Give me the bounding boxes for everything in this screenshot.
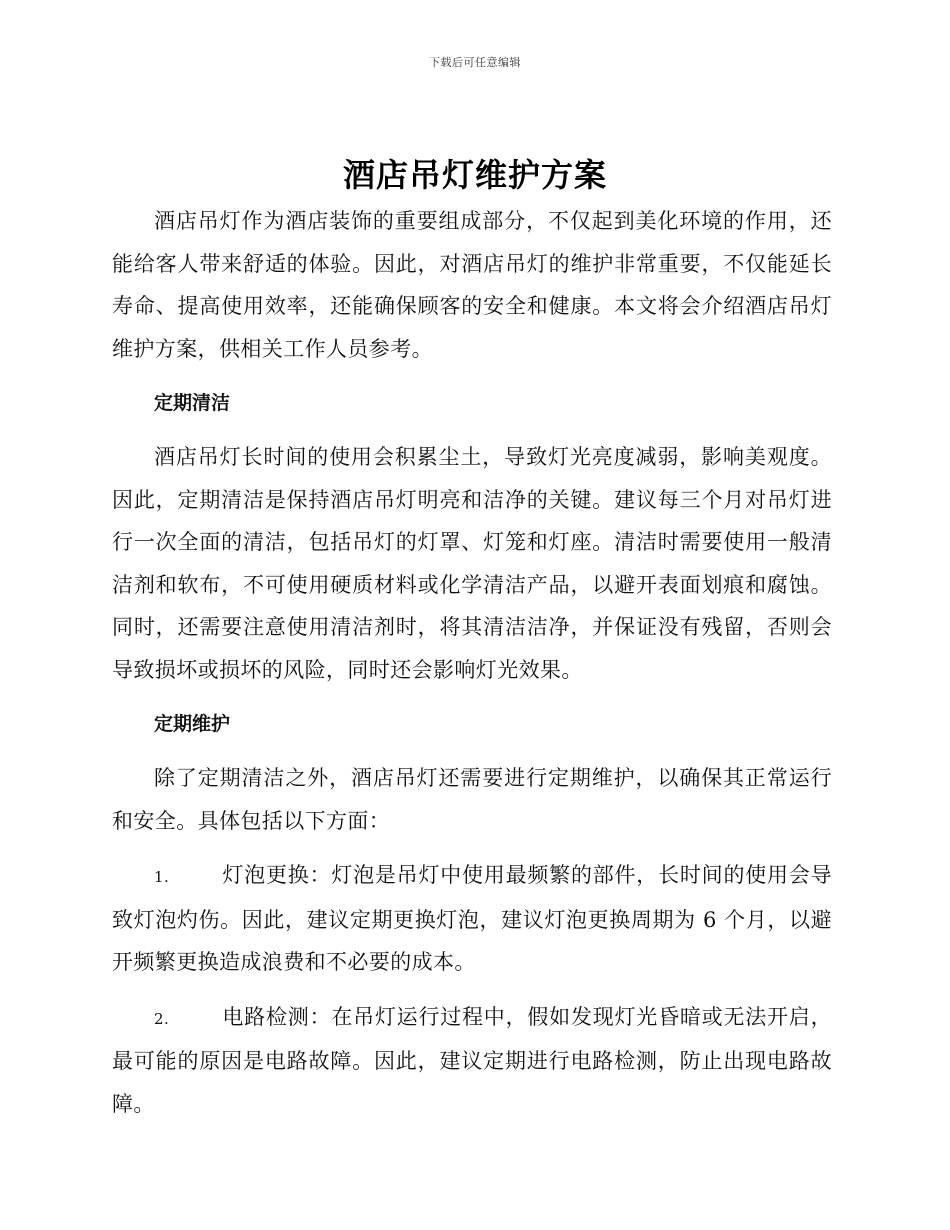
list-item-circuit-check [112,996,832,1126]
list-item-text: 灯泡更换：灯泡是吊灯中使用最频繁的部件，长时间的使用会导致灯泡灼伤。因此，建议定期更换灯泡，建议灯泡更换周期为 6 个月，以避开频繁更换造成浪费和不必要的成本。 [112,863,832,974]
section-paragraph-maintenance: 除了定期清洁之外，酒店吊灯还需要进行定期维护，以确保其正常运行和安全。具体包括以下方面： [112,766,832,833]
header-note: 下载后可任意编辑 [429,56,521,69]
list-item-text: 电路检测：在吊灯运行过程中，假如发现灯光昏暗或无法开启，最可能的原因是电路故障。因此，建议定期进行电路检测，防止出现电路故障。 [112,1004,832,1116]
list-number: 2. [154,1009,170,1028]
list-number: 1. [154,868,170,886]
section-heading-cleaning: 定期清洁 [154,392,231,414]
list-item-bulb-replacement [112,854,832,984]
intro-paragraph: 酒店吊灯作为酒店装饰的重要组成部分，不仅起到美化环境的作用，还能给客人带来舒适的体验。因此，对酒店吊灯的维护非常重要，不仅能延长寿命、提高使用效率，还能确保顾客的安全和健康。本文将会介绍酒店吊灯维护方案，供相关工作人员参考。 [112,209,832,361]
document-title: 酒店吊灯维护方案 [342,156,607,194]
section-heading-maintenance: 定期维护 [154,713,231,735]
section-paragraph-cleaning: 酒店吊灯长时间的使用会积累尘土，导致灯光亮度减弱，影响美观度。因此，定期清洁是保持酒店吊灯明亮和洁净的关键。建议每三个月对吊灯进行一次全面的清洁，包括吊灯的灯罩、灯笼和灯座。清洁时需要使用一般清洁剂和软布，不可使用硬质材料或化学清洁产品，以避开表面划痕和腐蚀。同时，还需要注意使用清洁剂时，将其清洁洁净，并保证没有残留，否则会导致损坏或损坏的风险，同时还会影响灯光效果。 [112,445,832,682]
document-body [112,200,832,1125]
